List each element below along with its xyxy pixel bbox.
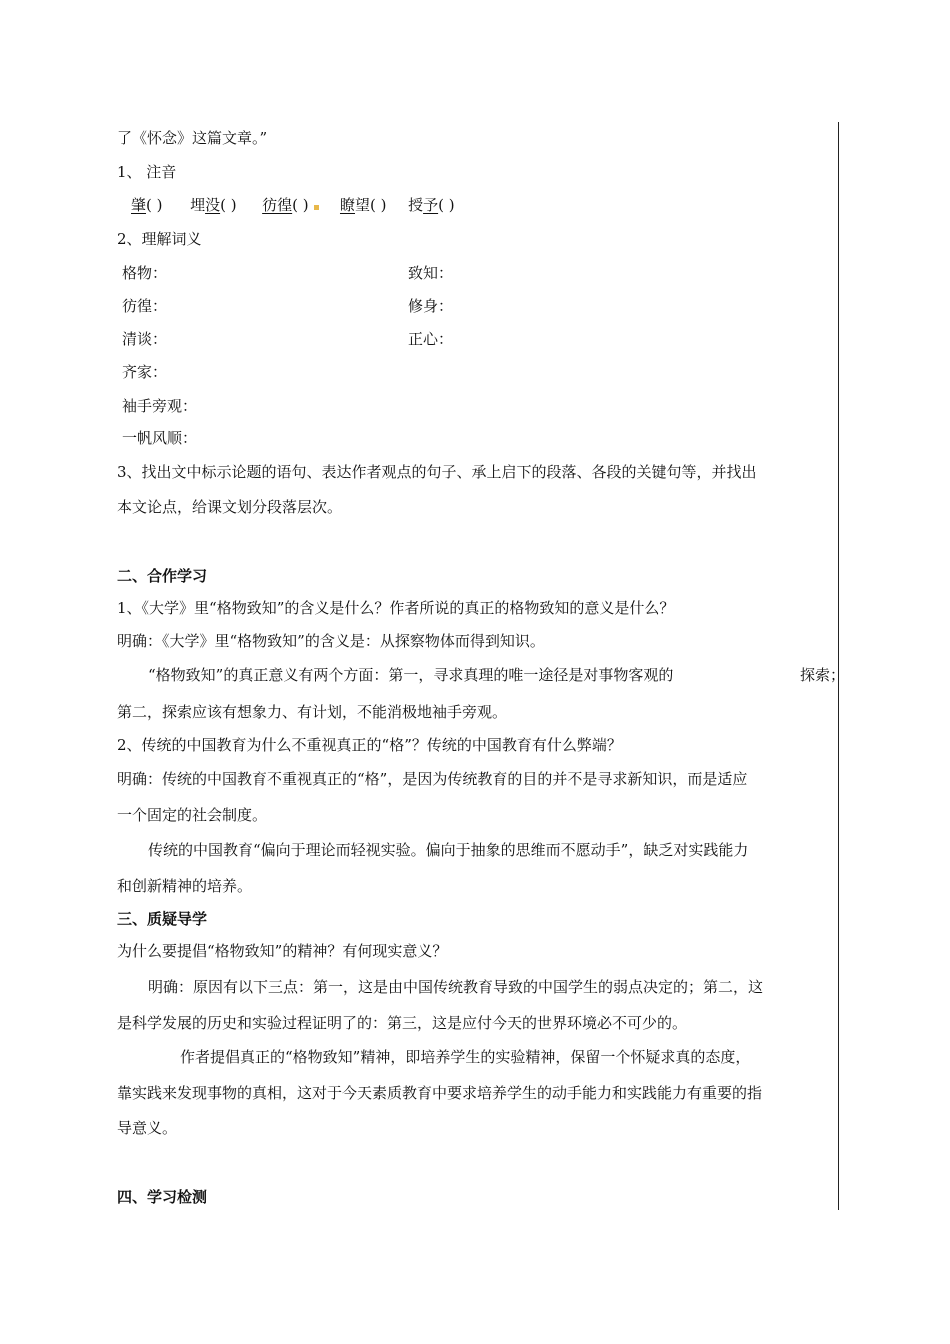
section-3-answer-line-1: 明确：原因有以下三点：第一，这是由中国传统教育导致的中国学生的弱点决定的；第二，这 bbox=[148, 978, 764, 996]
term-gewu: 格物： bbox=[122, 264, 168, 282]
term-zhizhi: 致知： bbox=[408, 264, 454, 282]
pinyin-blank-5: ( ) bbox=[438, 196, 455, 214]
section-2-answer-2-line-1: 明确：传统的中国教育不重视真正的“格”，是因为传统教育的目的并不是寻求新知识，而是适应 bbox=[117, 770, 748, 788]
section-3-title: 三、质疑导学 bbox=[117, 910, 208, 928]
term-yifan: 一帆风顺： bbox=[122, 429, 198, 447]
section-2-answer-1-line-3: 第二，探索应该有想象力、有计划，不能消极地袖手旁观。 bbox=[117, 703, 508, 721]
pinyin-word-1: 肇 bbox=[131, 196, 147, 214]
pinyin-row bbox=[131, 195, 455, 215]
pinyin-word-5a: 授 bbox=[408, 196, 424, 214]
pinyin-word-2a: 埋 bbox=[190, 196, 206, 214]
intro-line: 了《怀念》这篇文章。” bbox=[117, 129, 268, 147]
section-2-answer-2-line-2: 一个固定的社会制度。 bbox=[117, 806, 268, 824]
section-2-title: 二、合作学习 bbox=[117, 567, 208, 585]
section-2-answer-1-line-2: “格物致知”的真正意义有两个方面：第一，寻求真理的唯一途径是对事物客观的 bbox=[148, 666, 674, 684]
section-2-answer-2-line-3: 传统的中国教育“偏向于理论而轻视实验。偏向于抽象的思维而不愿动手”，缺乏对实践能力 bbox=[148, 841, 749, 859]
section-3-question: 为什么要提倡“格物致知”的精神？有何现实意义？ bbox=[117, 942, 448, 960]
term-xiushen: 修身： bbox=[408, 297, 454, 315]
term-xiushou: 袖手旁观： bbox=[122, 397, 198, 415]
section-2-question-2: 2、传统的中国教育为什么不重视真正的“格”？传统的中国教育有什么弊端？ bbox=[117, 736, 622, 754]
term-panghuang: 彷徨： bbox=[122, 297, 168, 315]
term-zhengxin: 正心： bbox=[408, 330, 454, 348]
question-3-line-1: 3、找出文中标示论题的语句、表达作者观点的句子、承上启下的段落、各段的关键句等，并找出 bbox=[117, 463, 757, 481]
section-3-answer-line-5: 导意义。 bbox=[117, 1119, 178, 1137]
term-qijia: 齐家： bbox=[122, 363, 168, 381]
question-3-line-2: 本文论点，给课文划分段落层次。 bbox=[117, 498, 343, 516]
section-2-answer-1-line-1: 明确：《大学》里“格物致知”的含义是：从探察物体而得到知识。 bbox=[117, 632, 545, 650]
section-4-title: 四、学习检测 bbox=[117, 1188, 208, 1206]
pinyin-blank-3: ( ) bbox=[292, 196, 309, 214]
pinyin-blank-1: ( ) bbox=[146, 196, 163, 214]
section-2-question-1: 1、《大学》里“格物致知”的含义是什么？作者所说的真正的格物致知的意义是什么？ bbox=[117, 599, 675, 617]
pinyin-word-2b: 没 bbox=[205, 196, 221, 214]
section-3-answer-line-3: 作者提倡真正的“格物致知”精神，即培养学生的实验精神，保留一个怀疑求真的态度， bbox=[180, 1048, 751, 1066]
question-2-title: 2、理解词义 bbox=[117, 230, 202, 248]
term-qingtan: 清谈： bbox=[122, 330, 168, 348]
pinyin-word-3: 彷徨 bbox=[262, 196, 293, 214]
question-1-title: 1、 注音 bbox=[117, 163, 177, 181]
pinyin-word-4b: 望 bbox=[355, 196, 371, 214]
pinyin-blank-4: ( ) bbox=[370, 196, 387, 214]
marker-dot bbox=[314, 205, 319, 210]
pinyin-word-5b: 予 bbox=[423, 196, 439, 214]
pinyin-word-4a: 瞭 bbox=[339, 196, 355, 214]
section-3-answer-line-4: 靠实践来发现事物的真相，这对于今天素质教育中要求培养学生的动手能力和实践能力有重要的指 bbox=[117, 1084, 763, 1102]
section-2-answer-1-line-2-end: 探索； bbox=[800, 666, 846, 684]
pinyin-blank-2: ( ) bbox=[220, 196, 237, 214]
section-2-answer-2-line-4: 和创新精神的培养。 bbox=[117, 877, 253, 895]
section-3-answer-line-2: 是科学发展的历史和实验过程证明了的：第三，这是应付今天的世界环境必不可少的。 bbox=[117, 1014, 688, 1032]
